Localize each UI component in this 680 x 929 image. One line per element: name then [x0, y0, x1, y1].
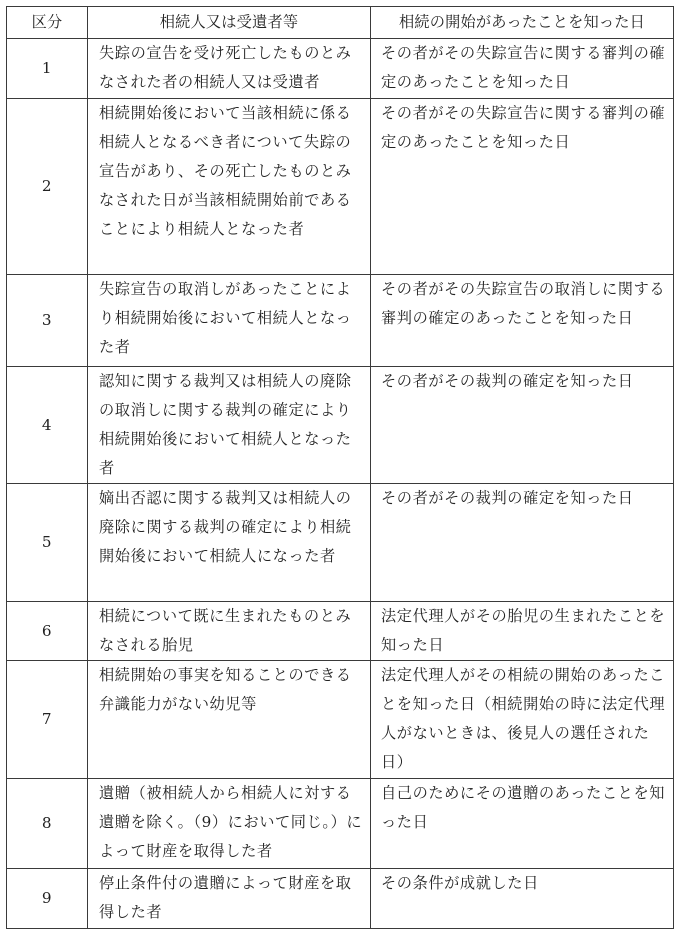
heir-cell: 失踪宣告の取消しがあったことにより相続開始後において相続人となった者 [88, 275, 371, 367]
header-heir-or-legatee: 相続人又は受遺者等 [88, 7, 371, 39]
heir-cell: 遺贈（被相続人から相続人に対する遺贈を除く。（9）において同じ。）によって財産を取得した者 [88, 779, 371, 869]
date-cell: その者がその裁判の確定を知った日 [371, 484, 674, 602]
heir-cell: 嫡出否認に関する裁判又は相続人の廃除に関する裁判の確定により相続開始後において相続人になった者 [88, 484, 371, 602]
heir-cell: 相続開始後において当該相続に係る相続人となるべき者について失踪の宣告があり、その死亡したものとみなされた日が当該相続開始前であることにより相続人となった者 [88, 99, 371, 275]
date-cell: その条件が成就した日 [371, 869, 674, 929]
table-row [7, 39, 674, 99]
header-category: 区分 [7, 7, 88, 39]
row-number: 1 [7, 39, 88, 99]
heir-cell: 認知に関する裁判又は相続人の廃除の取消しに関する裁判の確定により相続開始後において相続人となった者 [88, 367, 371, 484]
row-number: 8 [7, 779, 88, 869]
row-number: 4 [7, 367, 88, 484]
row-number: 5 [7, 484, 88, 602]
row-number: 9 [7, 869, 88, 929]
date-cell: その者がその裁判の確定を知った日 [371, 367, 674, 484]
table-row [7, 602, 674, 661]
table-body [7, 39, 674, 929]
table-row [7, 779, 674, 869]
date-cell: 自己のためにその遺贈のあったことを知った日 [371, 779, 674, 869]
table-row [7, 99, 674, 275]
row-number: 3 [7, 275, 88, 367]
date-cell: 法定代理人がその胎児の生まれたことを知った日 [371, 602, 674, 661]
heir-cell: 相続開始の事実を知ることのできる弁識能力がない幼児等 [88, 661, 371, 779]
heir-cell: 相続について既に生まれたものとみなされる胎児 [88, 602, 371, 661]
table-row [7, 484, 674, 602]
table-row [7, 869, 674, 929]
heir-cell: 停止条件付の遺贈によって財産を取得した者 [88, 869, 371, 929]
table-header [7, 7, 674, 39]
table-row [7, 275, 674, 367]
date-cell: その者がその失踪宣告に関する審判の確定のあったことを知った日 [371, 39, 674, 99]
table-row [7, 661, 674, 779]
heir-cell: 失踪の宣告を受け死亡したものとみなされた者の相続人又は受遺者 [88, 39, 371, 99]
header-date-known: 相続の開始があったことを知った日 [371, 7, 674, 39]
row-number: 7 [7, 661, 88, 779]
row-number: 2 [7, 99, 88, 275]
date-cell: 法定代理人がその相続の開始のあったことを知った日（相続開始の時に法定代理人がないときは、後見人の選任された日） [371, 661, 674, 779]
date-cell: その者がその失踪宣告の取消しに関する審判の確定のあったことを知った日 [371, 275, 674, 367]
header-row [7, 7, 674, 39]
date-cell: その者がその失踪宣告に関する審判の確定のあったことを知った日 [371, 99, 674, 275]
row-number: 6 [7, 602, 88, 661]
table-row [7, 367, 674, 484]
inheritance-date-table [6, 6, 674, 929]
